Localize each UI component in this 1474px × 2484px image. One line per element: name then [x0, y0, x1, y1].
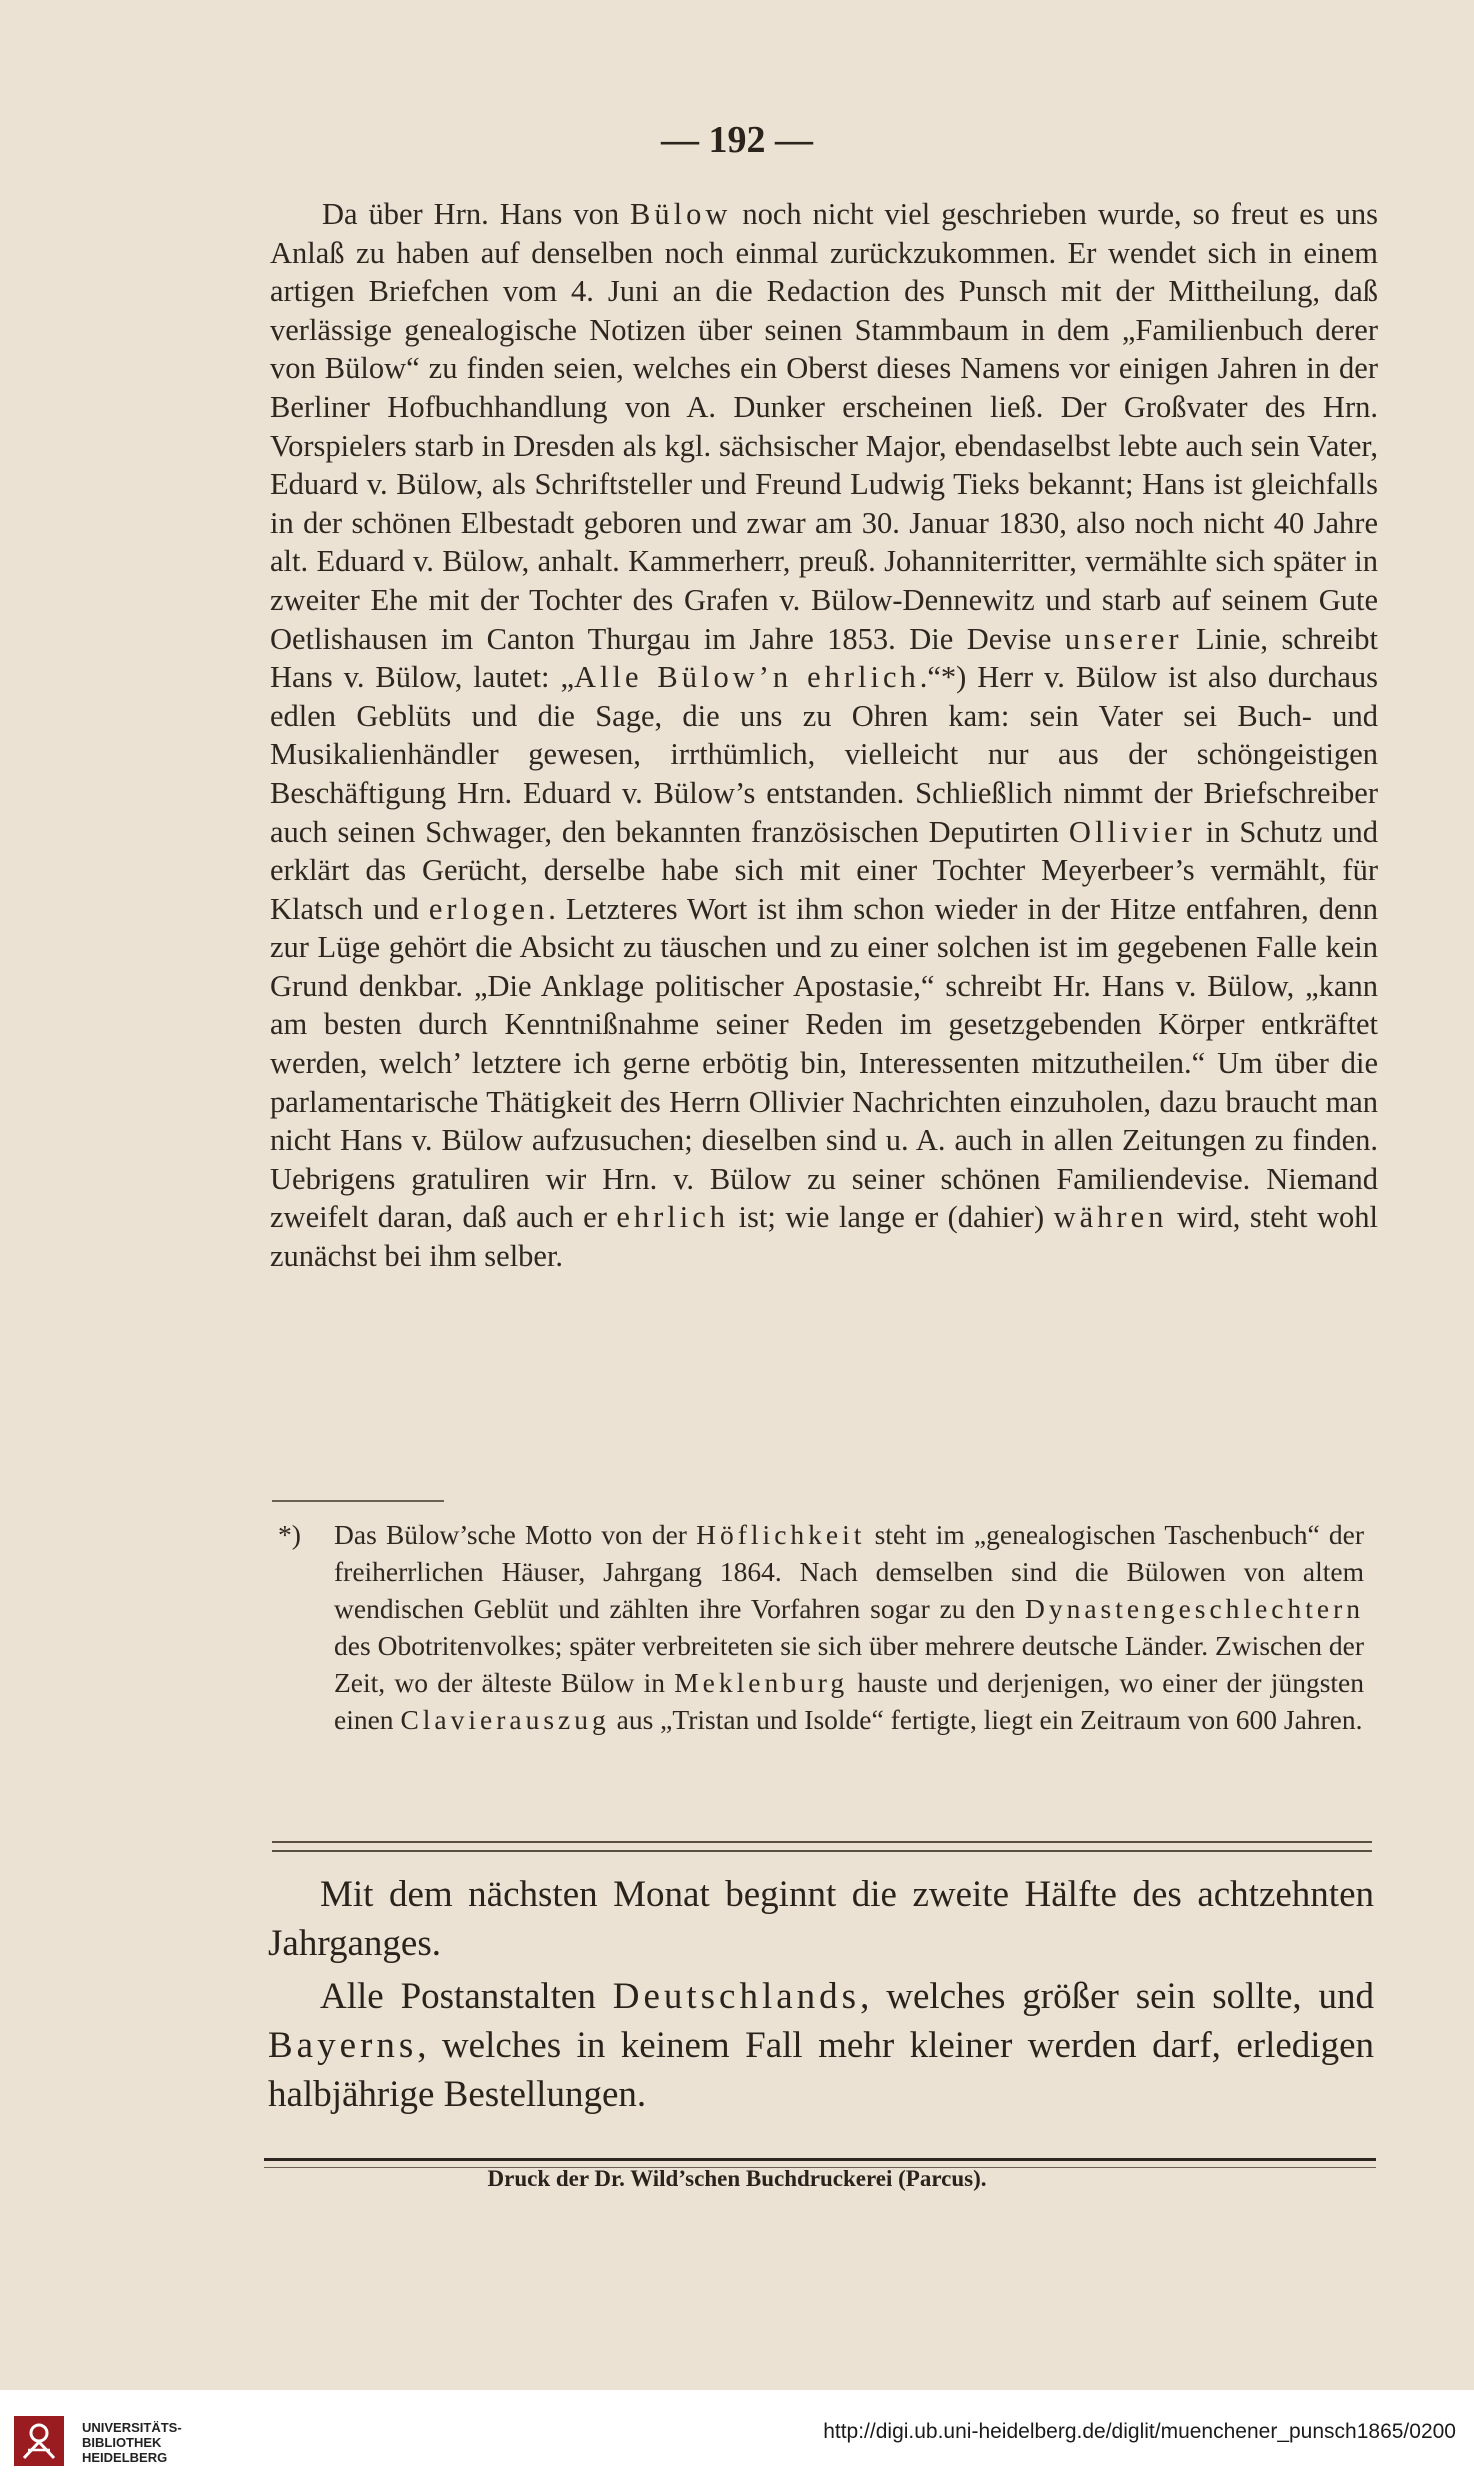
footnote-text: Das Bülow’sche Motto von der Höflichkeit steht im „genealogischen Taschenbuch“ der freiherrlichen Häuser, Jahrgang 1864. Nach demselben sind die Bülowen von altem wendischen Geblüt und zählten ihre Vorfahren sogar zu den Dynastengeschlechtern des Obotritenvolkes; später verbreiteten sie sich über mehrere deutsche Länder. Zwischen der Zeit, wo der älteste Bülow in Meklenburg hauste und derjenigen, wo einer der jüngsten einen Clavierauszug aus „Tristan und Isolde“ fertigte, liegt ein Zeitraum von 600 Jahren.: [334, 1519, 1364, 1735]
emphasis-bayerns: Bayerns: [268, 2025, 418, 2066]
subscription-notice: [268, 1870, 1374, 2123]
emphasis-motto: Alle Bülow’n ehrlich: [573, 660, 920, 695]
university-library-logo-icon: [14, 2416, 64, 2466]
source-url-link[interactable]: http://digi.ub.uni-heidelberg.de/diglit/muenchener_punsch1865/0200: [823, 2420, 1456, 2443]
page-number: — 192 —: [661, 119, 813, 161]
emphasis-ollivier: Ollivier: [1068, 814, 1196, 849]
printer-imprint: Druck der Dr. Wild’schen Buchdruckerei (Parcus).: [487, 2166, 987, 2191]
footnote-divider: [272, 1500, 444, 1502]
emphasis-erlogen: erlogen: [428, 891, 549, 926]
footnote: [278, 1516, 1364, 1738]
emphasis-buelow: Bülow: [630, 197, 732, 231]
emphasis-deutschlands: Deutschlands: [612, 1976, 861, 2017]
footnote-marker: *): [278, 1519, 301, 1550]
library-name: UNIVERSITÄTS- BIBLIOTHEK HEIDELBERG: [82, 2420, 182, 2465]
main-article: [270, 195, 1378, 1276]
emphasis-hoeflichkeit: Höflichkeit: [696, 1519, 866, 1550]
emphasis-waehren: währen: [1053, 1200, 1168, 1235]
emphasis-unserer: unserer: [1064, 621, 1183, 656]
emphasis-dynasten: Dynastengeschlechtern: [1024, 1593, 1364, 1624]
notice-line-2: Alle Postanstalten Deutschlands, welches größer sein sollte, und Bayerns, welches in keinem Fall mehr kleiner werden darf, erledigen halbjährige Bestellungen.: [268, 1976, 1374, 2115]
emphasis-clavierauszug: Clavierauszug: [400, 1704, 610, 1735]
section-divider: [272, 1841, 1372, 1852]
emphasis-meklenburg: Meklenburg: [674, 1667, 849, 1698]
article-paragraph: Da über Hrn. Hans von Bülow noch nicht viel geschrieben wurde, so freut es uns Anlaß zu haben auf denselben noch einmal zurückzukommen. Er wendet sich in einem artigen Briefchen vom 4. Juni an die Redaction des Punsch mit der Mittheilung, daß verlässige genealogische Notizen über seinen Stammbaum in dem „Familienbuch derer von Bülow“ zu finden seien, welches ein Oberst dieses Namens vor einigen Jahren in der Berliner Hofbuchhandlung von A. Dunker erscheinen ließ. Der Großvater des Hrn. Vorspielers starb in Dresden als kgl. sächsischer Major, ebendaselbst lebte auch sein Vater, Eduard v. Bülow, als Schriftsteller und Freund Ludwig Tieks bekannt; Hans ist gleichfalls in der schönen Elbestadt geboren und zwar am 30. Januar 1830, also noch nicht 40 Jahre alt. Eduard v. Bülow, anhalt. Kammerherr, preuß. Johanniterritter, vermählte sich später in zweiter Ehe mit der Tochter des Grafen v. Bülow-Dennewitz und starb auf seinem Gute Oetlishausen im Canton Thurgau im Jahre 1853. Die Devise unserer Linie, schreibt Hans v. Bülow, lautet: „Alle Bülow’n ehrlich.“*) Herr v. Bülow ist also durchaus edlen Geblüts und die Sage, die uns zu Ohren kam: sein Vater sei Buch- und Musikalienhändler gewesen, irrthümlich, vielleicht nur aus der schöngeistigen Beschäftigung Hrn. Eduard v. Bülow’s entstanden. Schließlich nimmt der Briefschreiber auch seinen Schwager, den bekannten französischen Deputirten Ollivier in Schutz und erklärt das Gerücht, derselbe habe sich mit einer Tochter Meyerbeer’s vermählt, für Klatsch und erlogen. Letzteres Wort ist ihm schon wieder in der Hitze entfahren, denn zur Lüge gehört die Absicht zu täuschen und zu einer solchen ist im gegebenen Falle kein Grund denkbar. „Die Anklage politischer Apostasie,“ schreibt Hr. Hans v. Bülow, „kann am besten durch Kenntnißnahme seiner Reden im gesetzgebenden Körper entkräftet werden, welch’ letztere ich gerne erbötig bin, Interessenten mitzutheilen.“ Um über die parlamentarische Thätigkeit des Herrn Ollivier Nachrichten einzuholen, dazu braucht man nicht Hans v. Bülow aufzusuchen; dieselben sind u. A. auch in allen Zeitungen zu finden. Uebrigens gratuliren wir Hrn. v. Bülow zu seiner schönen Familiendevise. Niemand zweifelt daran, daß auch er ehrlich ist; wie lange er (dahier) währen wird, steht wohl zunächst bei ihm selber.: [270, 197, 1378, 1274]
emphasis-ehrlich: ehrlich: [616, 1200, 730, 1235]
notice-line-1: Mit dem nächsten Monat beginnt die zweite Hälfte des achtzehnten Jahrganges.: [268, 1874, 1374, 1964]
